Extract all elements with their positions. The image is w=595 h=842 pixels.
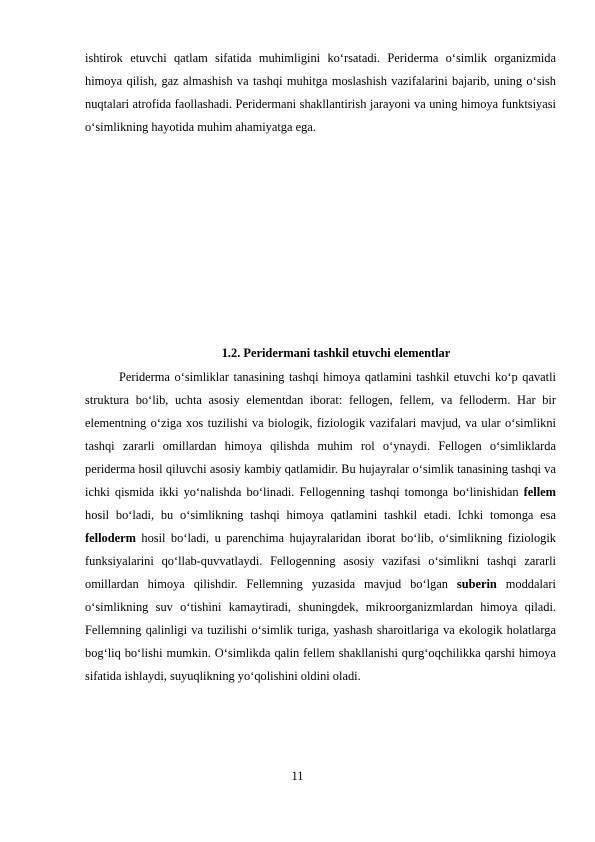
- paragraph-main: [85, 366, 556, 688]
- paragraph-text-part: hosil bo‘ladi, u parenchima hujayralaridan iborat bo‘lib, o‘simlikning fiziologik funksiyalarini qo‘llab-quvvatlaydi. Fellogenning asosiy vazifasi o‘simlikni tashqi zararli omillardan himoya qilishdir. Fellemning yuzasida mavjud bo‘lgan: [85, 531, 556, 591]
- page-number: 11: [291, 769, 304, 783]
- paragraph-text-part: moddalari o‘simlikning suv o‘tishini kamaytiradi, shuningdek, mikroorganizmlardan himoya qiladi. Fellemning qalinligi va tuzilishi o‘simlik turiga, yashash sharoitlariga va ekologik holatlarga bog‘liq bo‘lishi mumkin. O‘simlikda qalin fellem shakllanishi qurg‘oqchilikka qarshi himoya sifatida ishlaydi, suyuqlikning yo‘qolishini oldini oladi.: [85, 577, 556, 683]
- paragraph-text: ishtirok etuvchi qatlam sifatida muhimligini ko‘rsatadi. Periderma o‘simlik organizmida himoya qilish, gaz almashish va tashqi muhitga moslashish vazifalarini bajarib, uning o‘sish nuqtalari atrofida faollashadi. Peridermani shakllantirish jarayoni va uning himoya funktsiyasi o‘simlikning hayotida muhim ahamiyatga ega.: [85, 51, 556, 134]
- term-felloderm: felloderm: [85, 531, 136, 545]
- paragraph-text-part: hosil bo‘ladi, bu o‘simlikning tashqi himoya qatlamini tashkil etadi. Ichki tomonga esa: [85, 508, 556, 522]
- term-fellem: fellem: [523, 485, 556, 499]
- term-suberin: suberin: [456, 577, 497, 591]
- paragraph-text: [85, 366, 556, 688]
- section-heading: 1.2. Peridermani tashkil etuvchi elementlar: [221, 346, 451, 360]
- paragraph-text-part: Periderma o‘simliklar tanasining tashqi himoya qatlamini tashkil etuvchi ko‘p qavatli struktura bo‘lib, uchta asosiy elementdan iborat: fellogen, fellem, va felloderm. Har bir elementning o‘ziga xos tuzilishi va biologik, fiziologik vazifalari mavjud, va ular o‘simlikni tashqi zararli omillardan himoya qilishda muhim rol o‘ynaydi. Fellogen o‘simliklarda periderma hosil qiluvchi asosiy kambiy qatlamidir. Bu hujayralar o‘simlik tanasining tashqi va ichki qismida ikki yo‘nalishda bo‘linadi. Fellogenning tashqi tomonga bo‘linishidan: [85, 370, 556, 499]
- paragraph-continuation: [85, 47, 556, 139]
